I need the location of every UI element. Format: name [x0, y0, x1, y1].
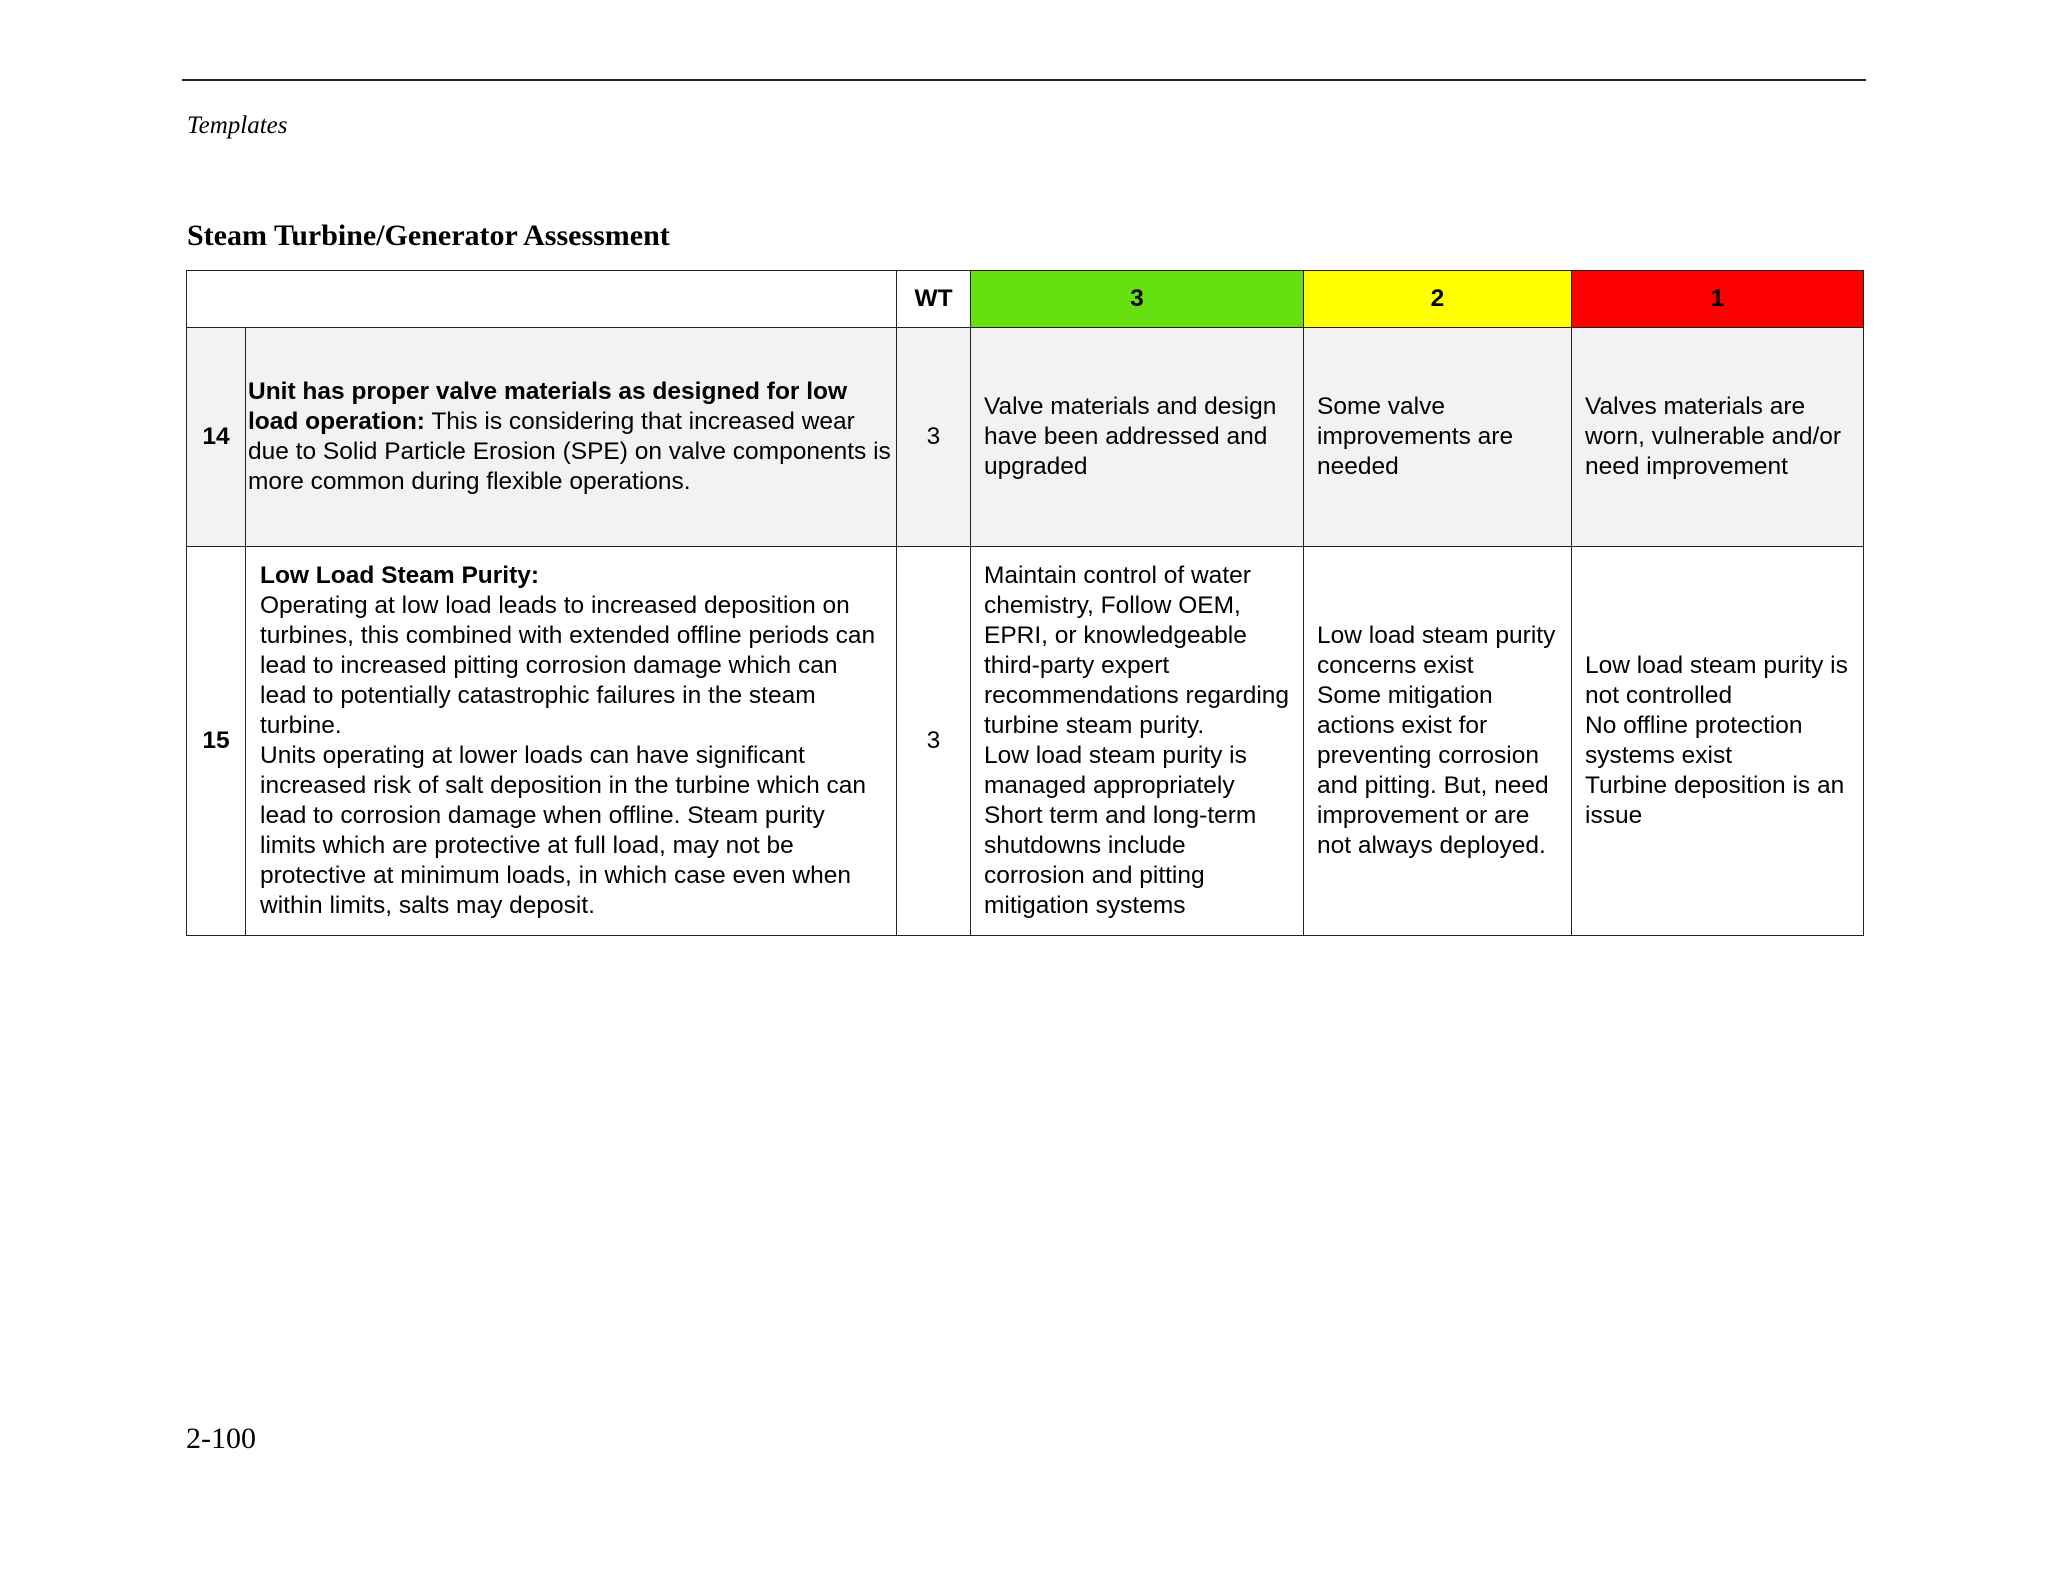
table-row: [187, 547, 1864, 936]
row-weight: 3: [897, 547, 971, 936]
row-description: [246, 547, 897, 936]
table-header-row: [187, 271, 1864, 328]
table-row: [187, 328, 1864, 547]
header-wt: WT: [897, 271, 971, 328]
header-level-1: 1: [1572, 271, 1864, 328]
criteria-line: Low load steam purity is not controlled: [1585, 652, 1848, 709]
row-description-title: Low Load Steam Purity:: [260, 562, 540, 589]
criteria-line: Low load steam purity is managed appropriately: [984, 742, 1247, 799]
row-description: [246, 328, 897, 547]
row-description-paragraph: Units operating at lower loads can have significant increased risk of salt deposition in the turbine which can lead to corrosion damage when offline. Steam purity limits which are protective at full load, may not be protective at minimum loads, in which case even when within limits, salts may deposit.: [260, 742, 867, 919]
row-level-3-criteria: [971, 547, 1304, 936]
header-level-2: 2: [1304, 271, 1572, 328]
criteria-line: Low load steam purity concerns exist: [1317, 622, 1556, 679]
assessment-table: [186, 270, 1864, 936]
row-number: 14: [187, 328, 246, 547]
row-level-1-criteria: [1572, 547, 1864, 936]
row-description-paragraph: Operating at low load leads to increased deposition on turbines, this combined with extended offline periods can lead to increased pitting corrosion damage which can lead to potentially catastrophic failures in the steam turbine.: [260, 592, 876, 739]
criteria-line: No offline protection systems exist: [1585, 712, 1803, 769]
running-header: Templates: [187, 112, 288, 139]
page-number: 2-100: [186, 1422, 256, 1455]
criteria-line: Some mitigation actions exist for preventing corrosion and pitting. But, need improvement or are not always deployed.: [1317, 682, 1549, 859]
row-level-1-criteria: Valves materials are worn, vulnerable and/or need improvement: [1572, 328, 1864, 547]
criteria-line: Short term and long-term shutdowns include corrosion and pitting mitigation systems: [984, 802, 1257, 919]
row-description-title: Unit has proper valve materials as designed for low load operation:: [248, 378, 848, 435]
row-level-3-criteria: Valve materials and design have been addressed and upgraded: [971, 328, 1304, 547]
criteria-line: Turbine deposition is an issue: [1585, 772, 1845, 829]
row-level-2-criteria: Some valve improvements are needed: [1304, 328, 1572, 547]
header-level-3: 3: [971, 271, 1304, 328]
header-blank-cell: [187, 271, 897, 328]
row-description-text: This is considering that increased wear due to Solid Particle Erosion (SPE) on valve components is more common during flexible operations.: [248, 408, 891, 495]
criteria-line: Maintain control of water chemistry, Follow OEM, EPRI, or knowledgeable third-party expert recommendations regarding turbine steam purity.: [984, 562, 1290, 739]
section-title: Steam Turbine/Generator Assessment: [187, 219, 670, 252]
row-level-2-criteria: [1304, 547, 1572, 936]
row-weight: 3: [897, 328, 971, 547]
top-rule: [182, 79, 1866, 81]
row-number: 15: [187, 547, 246, 936]
